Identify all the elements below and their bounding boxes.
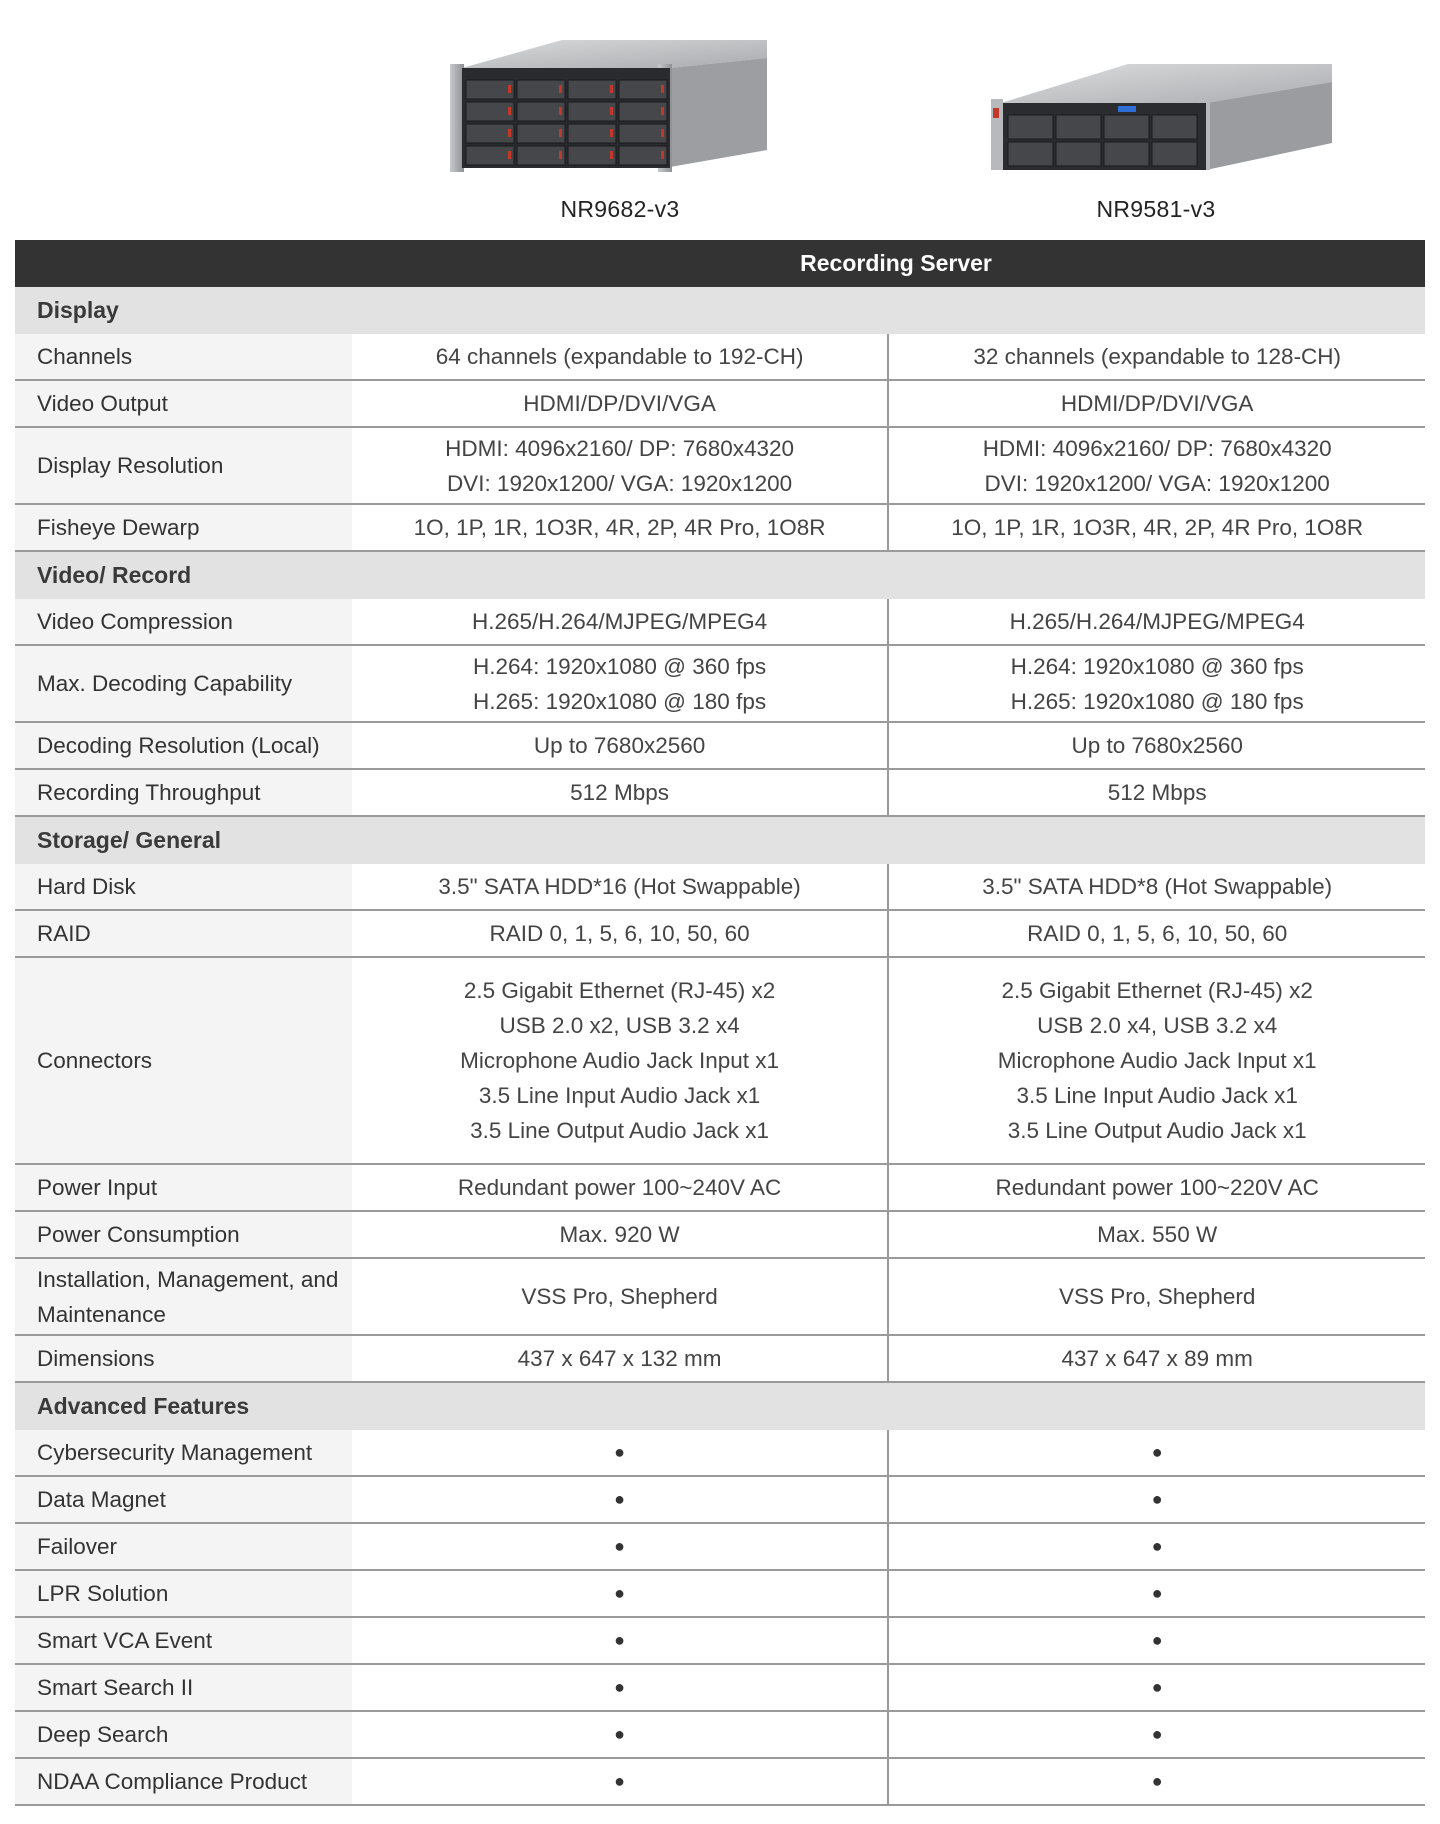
nr9682-value-cell <box>352 864 890 909</box>
value-line: 3.5 Line Output Audio Jack x1 <box>470 1118 770 1143</box>
supported-bullet-icon: ● <box>1151 1489 1163 1509</box>
table-row <box>15 1571 1425 1618</box>
section-header: Advanced Features <box>15 1383 1425 1430</box>
row-label: Recording Throughput <box>15 770 352 815</box>
value-line: Max. 550 W <box>1097 1222 1218 1247</box>
value-line: 437 x 647 x 132 mm <box>517 1346 722 1371</box>
nr9682-value-cell <box>352 1665 890 1710</box>
table-row <box>15 958 1425 1165</box>
nr9682-value-cell <box>352 958 890 1163</box>
table-row <box>15 428 1425 505</box>
value-line: 32 channels (expandable to 128-CH) <box>973 344 1342 369</box>
value-line: H.264: 1920x1080 @ 360 fps <box>473 653 767 679</box>
nr9581-value-cell <box>889 1477 1425 1522</box>
table-row <box>15 911 1425 958</box>
row-label: Power Consumption <box>15 1212 352 1257</box>
value-line: HDMI/DP/DVI/VGA <box>1060 391 1254 416</box>
row-label: Deep Search <box>15 1712 352 1757</box>
product-nr9682 <box>352 0 888 240</box>
supported-bullet-icon: ● <box>1151 1677 1163 1697</box>
value-line: 3.5 Line Output Audio Jack x1 <box>1007 1118 1307 1143</box>
supported-bullet-icon: ● <box>1151 1442 1163 1462</box>
section-header: Video/ Record <box>15 552 1425 599</box>
value-line: Max. 920 W <box>559 1222 680 1247</box>
value-line: Redundant power 100~220V AC <box>995 1175 1319 1200</box>
value-line: 3.5" SATA HDD*8 (Hot Swappable) <box>982 874 1333 899</box>
product-header <box>0 0 1440 240</box>
value-line: 512 Mbps <box>570 780 669 805</box>
value-line: H.265: 1920x1080 @ 180 fps <box>473 688 767 714</box>
nr9682-value-cell <box>352 1165 890 1210</box>
nr9682-value-cell <box>352 1712 890 1757</box>
supported-bullet-icon: ● <box>1151 1630 1163 1650</box>
nr9682-value-cell <box>352 1759 890 1804</box>
row-label: Max. Decoding Capability <box>15 646 352 721</box>
row-label: Hard Disk <box>15 864 352 909</box>
value-line: RAID 0, 1, 5, 6, 10, 50, 60 <box>489 921 750 946</box>
table-row <box>15 1477 1425 1524</box>
value-line: 2.5 Gigabit Ethernet (RJ-45) x2 <box>1001 978 1313 1003</box>
row-label: Display Resolution <box>15 428 352 503</box>
supported-bullet-icon: ● <box>614 1583 625 1603</box>
supported-bullet-icon: ● <box>614 1489 625 1509</box>
table-row <box>15 334 1425 381</box>
value-line: USB 2.0 x4, USB 3.2 x4 <box>1037 1013 1278 1038</box>
row-label: Smart Search II <box>15 1665 352 1710</box>
table-row <box>15 1336 1425 1383</box>
table-row <box>15 646 1425 723</box>
row-label: Smart VCA Event <box>15 1618 352 1663</box>
nr9682-value-cell <box>352 1336 890 1381</box>
spec-table <box>15 240 1425 1806</box>
supported-bullet-icon: ● <box>614 1677 625 1697</box>
supported-bullet-icon: ● <box>1151 1583 1163 1603</box>
nr9581-value-cell <box>889 334 1425 379</box>
nr9682-value-cell <box>352 911 890 956</box>
value-line: VSS Pro, Shepherd <box>1058 1284 1256 1309</box>
row-label: Failover <box>15 1524 352 1569</box>
supported-bullet-icon: ● <box>1151 1724 1163 1744</box>
row-label: NDAA Compliance Product <box>15 1759 352 1804</box>
value-line: USB 2.0 x2, USB 3.2 x4 <box>499 1013 740 1038</box>
nr9581-value-cell <box>889 1759 1425 1804</box>
supported-bullet-icon: ● <box>1151 1536 1163 1556</box>
nr9682-value-cell <box>352 1259 890 1334</box>
table-row <box>15 505 1425 552</box>
row-label: Channels <box>15 334 352 379</box>
supported-bullet-icon: ● <box>614 1536 625 1556</box>
nr9682-value-cell <box>352 723 890 768</box>
value-line: 64 channels (expandable to 192-CH) <box>435 344 804 369</box>
table-row <box>15 1759 1425 1806</box>
value-line: H.265/H.264/MJPEG/MPEG4 <box>472 609 768 634</box>
row-label: RAID <box>15 911 352 956</box>
value-line: DVI: 1920x1200/ VGA: 1920x1200 <box>446 470 793 496</box>
nr9581-value-cell <box>889 864 1425 909</box>
value-line: H.265: 1920x1080 @ 180 fps <box>1010 688 1304 714</box>
value-line: H.264: 1920x1080 @ 360 fps <box>1010 653 1304 679</box>
row-label: Power Input <box>15 1165 352 1210</box>
table-row <box>15 864 1425 911</box>
nr9581-value-cell <box>889 1336 1425 1381</box>
value-line: Up to 7680x2560 <box>533 733 706 758</box>
nr9682-value-cell <box>352 1524 890 1569</box>
value-line: HDMI: 4096x2160/ DP: 7680x4320 <box>445 435 795 461</box>
supported-bullet-icon: ● <box>614 1724 625 1744</box>
value-line: 2.5 Gigabit Ethernet (RJ-45) x2 <box>463 978 776 1003</box>
table-row <box>15 723 1425 770</box>
nr9581-value-cell <box>889 723 1425 768</box>
nr9682-value-cell <box>352 770 890 815</box>
nr9581-value-cell <box>889 646 1425 721</box>
nr9682-value-cell <box>352 1477 890 1522</box>
product-name: NR9682-v3 <box>560 196 680 222</box>
row-label: Cybersecurity Management <box>15 1430 352 1475</box>
value-line: RAID 0, 1, 5, 6, 10, 50, 60 <box>1027 921 1288 946</box>
product-name: NR9581-v3 <box>1096 196 1216 222</box>
nr9682-value-cell <box>352 1212 890 1257</box>
table-row <box>15 1524 1425 1571</box>
nr9581-value-cell <box>889 1165 1425 1210</box>
value-line: 437 x 647 x 89 mm <box>1061 1346 1253 1371</box>
nr9581-value-cell <box>889 1618 1425 1663</box>
table-row <box>15 770 1425 817</box>
nr9682-value-cell <box>352 381 890 426</box>
value-line: HDMI/DP/DVI/VGA <box>523 391 716 416</box>
value-line: 3.5" SATA HDD*16 (Hot Swappable) <box>438 874 801 899</box>
nr9581-value-cell <box>889 1665 1425 1710</box>
server-2u-image <box>888 0 1424 190</box>
value-line: Up to 7680x2560 <box>1071 733 1243 758</box>
nr9581-value-cell <box>889 1712 1425 1757</box>
nr9581-value-cell <box>889 911 1425 956</box>
nr9581-value-cell <box>889 505 1425 550</box>
value-line: Redundant power 100~240V AC <box>457 1175 782 1200</box>
value-line: 512 Mbps <box>1107 780 1207 805</box>
row-label: Fisheye Dewarp <box>15 505 352 550</box>
table-row <box>15 381 1425 428</box>
server-3u-image <box>352 0 888 190</box>
supported-bullet-icon: ● <box>1151 1771 1163 1791</box>
row-label: Video Compression <box>15 599 352 644</box>
value-line: 3.5 Line Input Audio Jack x1 <box>478 1083 761 1108</box>
nr9581-value-cell <box>889 1571 1425 1616</box>
nr9581-value-cell <box>889 428 1425 503</box>
table-row <box>15 1165 1425 1212</box>
value-line: HDMI: 4096x2160/ DP: 7680x4320 <box>982 435 1332 461</box>
nr9682-value-cell <box>352 428 890 503</box>
value-line: DVI: 1920x1200/ VGA: 1920x1200 <box>984 470 1330 496</box>
nr9682-value-cell <box>352 646 890 721</box>
nr9682-value-cell <box>352 599 890 644</box>
nr9581-value-cell <box>889 1430 1425 1475</box>
table-row <box>15 1212 1425 1259</box>
nr9581-value-cell <box>889 958 1425 1163</box>
row-label: Video Output <box>15 381 352 426</box>
row-label: LPR Solution <box>15 1571 352 1616</box>
table-row <box>15 1618 1425 1665</box>
row-label: Connectors <box>15 958 352 1163</box>
value-line: VSS Pro, Shepherd <box>521 1284 718 1309</box>
table-row <box>15 1665 1425 1712</box>
row-label: Dimensions <box>15 1336 352 1381</box>
row-label: Installation, Management, and Maintenance <box>15 1259 352 1334</box>
nr9581-value-cell <box>889 770 1425 815</box>
supported-bullet-icon: ● <box>614 1630 625 1650</box>
table-row <box>15 1259 1425 1336</box>
value-line: H.265/H.264/MJPEG/MPEG4 <box>1009 609 1305 634</box>
nr9682-value-cell <box>352 1618 890 1663</box>
value-line: Microphone Audio Jack Input x1 <box>997 1048 1317 1073</box>
nr9581-value-cell <box>889 381 1425 426</box>
value-line: 3.5 Line Input Audio Jack x1 <box>1016 1083 1298 1108</box>
value-line: 1O, 1P, 1R, 1O3R, 4R, 2P, 4R Pro, 1O8R <box>413 515 826 540</box>
row-label: Data Magnet <box>15 1477 352 1522</box>
supported-bullet-icon: ● <box>614 1771 625 1791</box>
table-row <box>15 1430 1425 1477</box>
nr9581-value-cell <box>889 1259 1425 1334</box>
table-row <box>15 599 1425 646</box>
nr9682-value-cell <box>352 334 890 379</box>
nr9581-value-cell <box>889 599 1425 644</box>
nr9682-value-cell <box>352 1430 890 1475</box>
nr9581-value-cell <box>889 1524 1425 1569</box>
supported-bullet-icon: ● <box>614 1442 625 1462</box>
product-nr9581 <box>888 0 1424 240</box>
spec-table-body <box>15 287 1425 1806</box>
section-header: Storage/ General <box>15 817 1425 864</box>
table-row <box>15 1712 1425 1759</box>
nr9581-value-cell <box>889 1212 1425 1257</box>
value-line: Microphone Audio Jack Input x1 <box>460 1048 780 1073</box>
nr9682-value-cell <box>352 1571 890 1616</box>
section-header: Display <box>15 287 1425 334</box>
table-banner: Recording Server <box>15 240 1425 287</box>
value-line: 1O, 1P, 1R, 1O3R, 4R, 2P, 4R Pro, 1O8R <box>951 515 1364 540</box>
row-label: Decoding Resolution (Local) <box>15 723 352 768</box>
nr9682-value-cell <box>352 505 890 550</box>
